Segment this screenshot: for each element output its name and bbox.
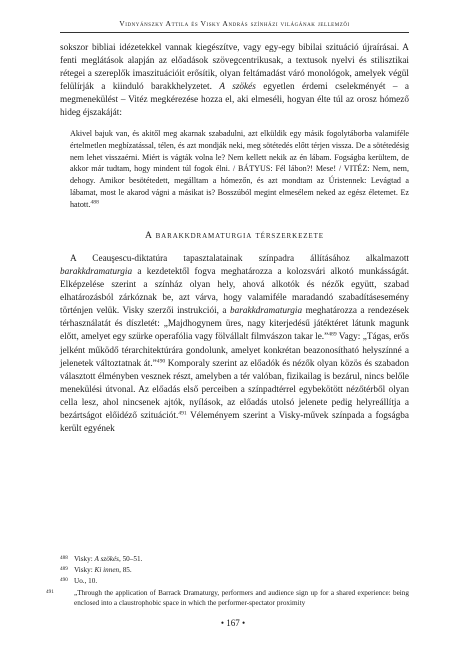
section-title: A barakkdramaturgia térszerkezete — [145, 230, 324, 242]
intro-tail: egyetlen érdemi cselekményét – a megmenekülést – Vitéz megkérezése hozza el, aki elmeséli, hogyan élte túl az orosz hómező hideg éjszakáját: — [60, 82, 409, 119]
page-number: • 167 • — [220, 618, 246, 628]
running-head: Vidnyánszky Attila és Visky András színházi világának jellemzői — [119, 19, 350, 28]
para-text-a: A Ceauşescu-diktatúra tapasztalatainak színpadra állításához alkalmazott — [70, 254, 409, 265]
footnote-text: „Through the application of Barrack Dramaturgy, performers and audience sign up for a shared experience: being enclosed into a claustrophobic space in which the performer-spectator proximity — [74, 588, 409, 607]
footnote-489 — [60, 564, 409, 575]
footnote-488 — [60, 553, 409, 564]
footnote-ref-490[interactable]: 490 — [156, 358, 166, 365]
footnote-490 — [60, 575, 409, 586]
footnote-pages: , 50–51. — [118, 555, 143, 563]
footnotes — [46, 553, 409, 608]
header-rule — [60, 32, 409, 33]
footnote-ref-491[interactable]: 491 — [178, 410, 187, 417]
footnote-ref-489[interactable]: 489 — [328, 331, 337, 338]
paragraph-intro — [60, 42, 409, 120]
footnote-text: Visky: — [74, 566, 93, 575]
quote-text: Akivel bajuk van, és akitől meg akarnak szabadulni, azt elküldik egy másik fogolytáborba valamiféle értelmetlen megbízatással, télen, és azt mondják neki, meg sötétedés előtt térjen vissza. De a sötétedésig nem lehet visszaérni. Miért is vágták volna le? Nem kellett nekik az én lábam. Fogságba kerültem, de akkor már tudtam, hogy mindent túl fogok élni. / BÁTYUS: Fél lábon?! Mese! / VITÉZ: Nem, nem, dehogy. Amikor besötétedett, megálltam a hómezőn, és azt mondtam az Úristennek: Levágtad a lábamat, most le akarod vágni a másikat is? Bosszúból megint elmesélem neked az egész életemet. Ez hatott. — [70, 129, 409, 209]
para-term-1: barakkdramaturgia — [60, 267, 133, 278]
para-term-2: barakkdramaturgia — [230, 306, 303, 317]
footnote-text: Visky: — [74, 555, 93, 563]
intro-text: sokszor bibliai idézetekkel vannak kiegészítve, vagy egy-egy bibilai szituáció újraírásai. A fenti meglátások alapján az előadások szövegcentrikusak, a textusok nyelvi és stilisztikai rétegei a szereplők imaszituációit erősítik, olyan feltámadást váró monológok, amelyek végül felülírják a kiinduló barakkhelyzetet. — [60, 43, 409, 93]
footnote-text: Uo., 10. — [74, 577, 98, 586]
para-text-f: Véleményem szerint a Visky-művek színpada a fogságba került egyének — [60, 410, 409, 434]
paragraph-main — [60, 253, 409, 436]
main-text — [60, 42, 409, 436]
intro-title: A szökés — [219, 82, 256, 93]
footnote-number: 489 — [60, 566, 68, 573]
block-quote — [70, 128, 409, 210]
para-text-c: meghatározza a rendezések térhasználatát és díszletét: „Majdhogynem üres, nagy kiterjedésű játéktéret látunk magunk előtt, amelyet egy szürke operafólia vagy fölvállalt filmvászon takar le.” — [60, 306, 410, 343]
footnote-title: A szökés — [94, 555, 119, 563]
footnote-ref-488[interactable]: 488 — [90, 199, 99, 205]
footnote-pages: , 85. — [119, 566, 132, 575]
para-text-e: Komporaly szerint az előadók és nézők olyan közös és szabadon választott élményben vesznek részt, amelyben a tér valóban, fizikailag is bezárul, nincs belőle menekülési útvonal. Az előadás első perceiben a színpadtérrel egybekötött nézőtérből olyan cella lesz, ahol nincsenek ajtók, nyílások, az előadás utolsó jelenete pedig helyreállítja a bezártságot előidéző szituációt. — [60, 358, 410, 421]
footnote-491 — [46, 587, 409, 608]
para-text-b: a kezdetektől fogva meghatározza a kolozsvári alkotó munkásságát. Elképzelése szerint a színház olyan hely, ahová alkotók és nézők együtt, szabad elhatározásból zárkóznak be, azt várva, hogy valamiféle maradandó szabadításesemény történjen velük. Visky szerzői instrukciói, a — [60, 267, 409, 317]
para-text-d: Vagy: „Tágas, erős jelként működő térarchitektúrára gondolunk, amelyet konkrétan beazonosítható helyszínné a jelenetek változtatnak át.” — [60, 332, 409, 369]
footnote-number: 488 — [60, 555, 68, 561]
footnote-title: Ki innen — [94, 566, 120, 575]
footnote-number: 491 — [46, 588, 54, 595]
footnote-number: 490 — [60, 577, 68, 584]
